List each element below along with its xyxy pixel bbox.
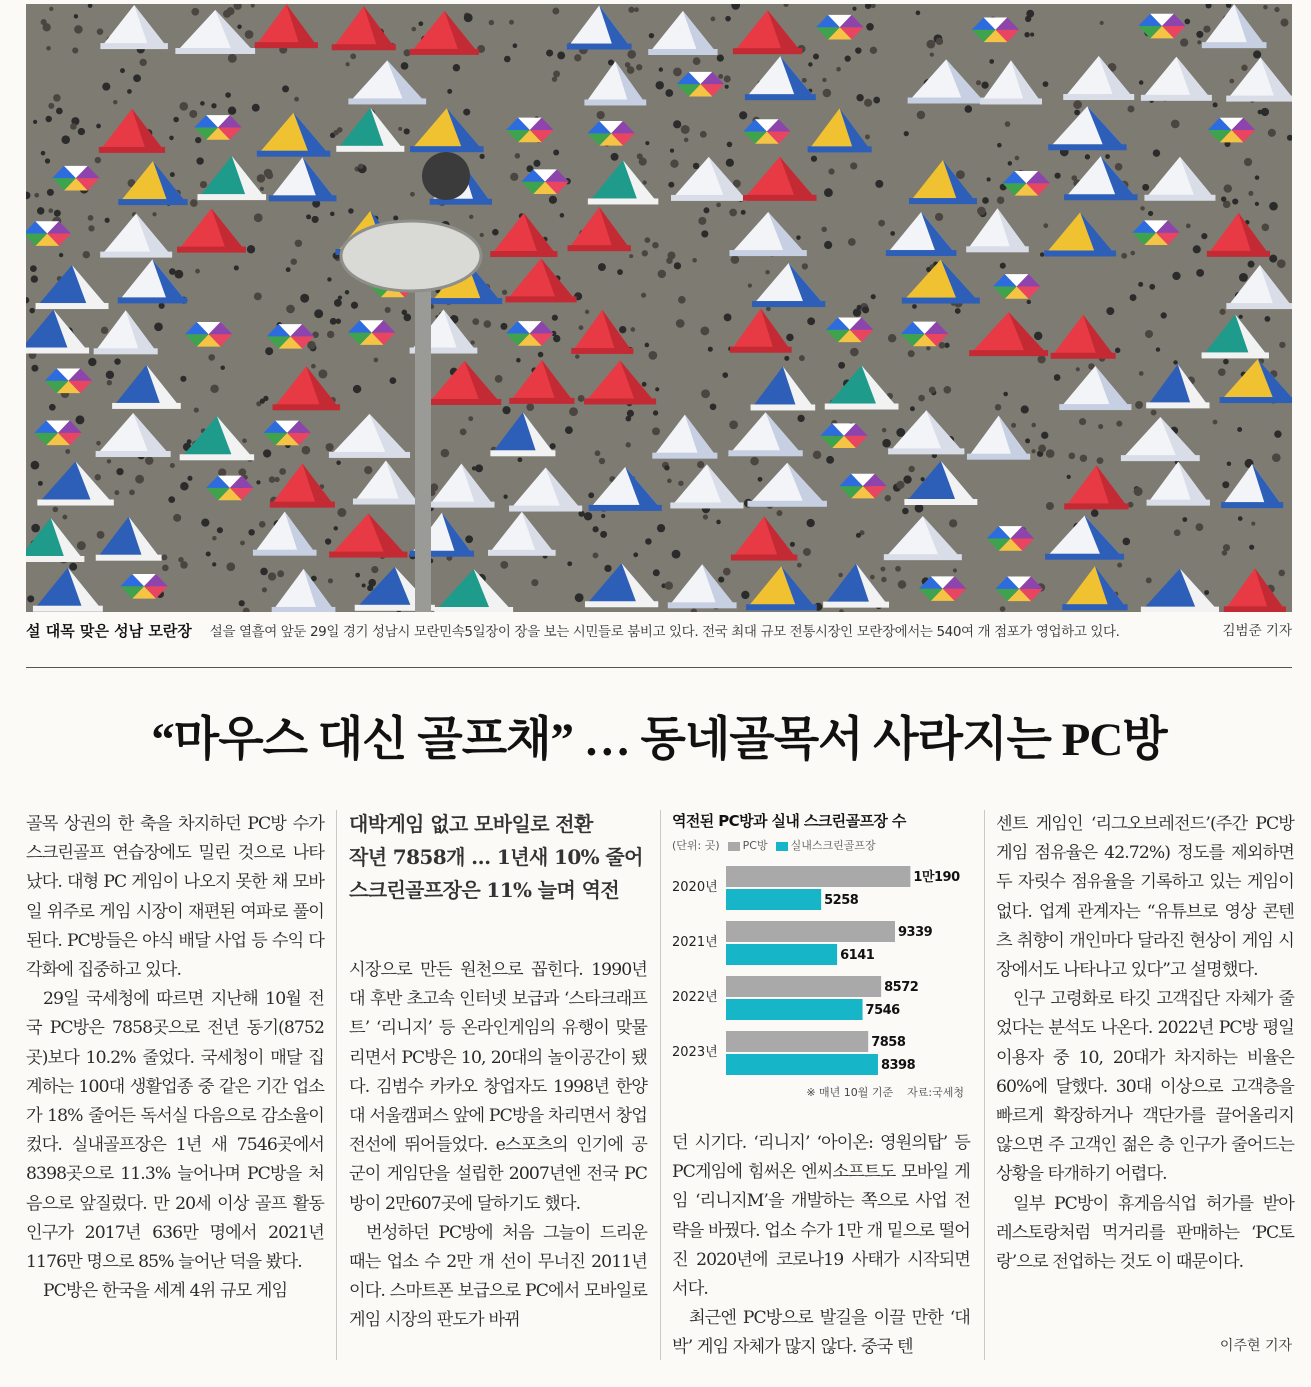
- chart-footnote: [672, 1084, 964, 1100]
- paragraph: 센트 게임인 ‘리그오브레전드’(주간 PC방 게임 점유율은 42.72%) 정도를 제외하면 두 자릿수 점유율을 기록하고 있는 게임이 없다. 업계 관계자는 “유튜브로 영상 콘텐츠 취향이 개인마다 달라진 현상이 게임 시장에서도 나타나고 있다”고 설명했다.: [996, 814, 1294, 981]
- chart-legend: [672, 837, 970, 853]
- legend-item-golf: [776, 837, 876, 853]
- paragraph: PC방은 한국을 세계 4위 규모 게임: [43, 1281, 288, 1302]
- data-label: 5258: [824, 893, 859, 908]
- headline: “마우스 대신 골프채” … 동네골목서 사라지는 PC방: [151, 714, 1167, 766]
- umbrella-dark: [422, 152, 470, 200]
- bar-golf: [726, 889, 821, 910]
- paragraph: 던 시기다. ‘리니지’ ‘아이온: 영원의탑’ 등 PC게임에 힘써온 엔씨소프트도 모바일 게임 ‘리니지M’을 개발하는 쪽으로 사업 전략을 바꿨다. 업소 수가 1만 개 밑으로 떨어진 2020년에 코로나19 사태가 시작되면서다.: [672, 1133, 970, 1300]
- caption-divider: [26, 667, 1292, 668]
- paragraph: 시장으로 만든 원천으로 꼽힌다. 1990년대 후반 초고속 인터넷 보급과 ‘스타크래프트’ ‘리니지’ 등 온라인게임의 유행이 맞물리면서 PC방은 10, 20대의 놀이공간이 됐다. 김범수 카카오 창업자도 1998년 한양대 서울캠퍼스 앞에 PC방을 차리면서 창업 전선에 뛰어들었다. e스포츠의 인기에 공군이 게임단을 설립한 2007년엔 전국 PC방이 2만607곳에 달하기도 했다.: [349, 960, 647, 1214]
- bar-golf: [726, 1054, 878, 1075]
- legend-label: 실내스크린골프장: [790, 839, 876, 852]
- subhead-line: 작년 7858개 … 1년새 10% 줄어: [349, 845, 643, 869]
- caption-credit: 김범준 기자: [1222, 623, 1292, 639]
- legend-label: PC방: [742, 839, 768, 852]
- data-label: 7546: [865, 1003, 900, 1018]
- data-label: 8572: [884, 980, 919, 995]
- article-column-1: [26, 810, 324, 1306]
- chart-plot: [672, 864, 970, 1084]
- column-divider: [336, 810, 337, 1360]
- bar-pcbang: [726, 866, 910, 887]
- subhead-line: 스크린골프장은 11% 늘며 역전: [349, 878, 620, 902]
- data-label: 9339: [897, 925, 933, 940]
- chart-title: 역전된 PC방과 실내 스크린골프장 수: [672, 812, 906, 830]
- bar-pcbang: [726, 921, 895, 942]
- article-column-4: [996, 810, 1294, 1277]
- caption-title: 설 대목 맞은 성남 모란장: [26, 622, 192, 640]
- paragraph: 인구 고령화로 타깃 고객집단 자체가 줄었다는 분석도 나온다. 2022년 PC방 평일 이용자 중 10, 20대가 차지하는 비율은 60%에 달했다. 30대 이상으로 고객층을 빠르게 확장하거나 객단가를 끌어올리지 않으면 주 고객인 젊은 층 인구가 줄어드는 상황을 타개하기 어렵다.: [996, 989, 1294, 1185]
- chart-unit: (단위: 곳): [672, 839, 720, 852]
- caption-text: 설을 열흘여 앞둔 29일 경기 성남시 모란민속5일장이 장을 보는 시민들로 붐비고 있다. 전국 최대 규모 전통시장인 모란장에서는 540여 개 점포가 영업하고 있다.: [209, 624, 1120, 640]
- market-photo-illustration: [26, 4, 1292, 612]
- market-photo: [26, 4, 1292, 612]
- data-label: 1만190: [913, 870, 960, 885]
- bar-golf: [726, 944, 837, 965]
- data-label: 8398: [880, 1058, 916, 1073]
- chart-source: 자료:국세청: [907, 1086, 964, 1099]
- lamp-head: [341, 221, 481, 291]
- column-divider: [660, 810, 661, 1360]
- paragraph: 번성하던 PC방에 처음 그늘이 드리운 때는 업소 수 2만 개 선이 무너진 2011년이다. 스마트폰 보급으로 PC에서 모바일로 게임 시장의 판도가 바뀌: [349, 1222, 647, 1331]
- lamp-post: [415, 274, 431, 612]
- bar-pcbang: [726, 976, 881, 997]
- legend-swatch: [776, 842, 788, 851]
- bar-golf: [726, 999, 863, 1020]
- byline: 이주현 기자: [1219, 1338, 1292, 1354]
- paragraph: 골목 상권의 한 축을 차지하던 PC방 수가 스크린골프 연습장에도 밀린 것으로 나타났다. 대형 PC 게임이 나오지 못한 채 모바일 위주로 게임 시장이 재편된 여파로 풀이된다. PC방들은 야식 배달 사업 등 수익 다각화에 집중하고 있다.: [26, 814, 324, 981]
- legend-swatch: [728, 842, 740, 851]
- subheadline: [349, 808, 647, 907]
- article-column-3: [672, 1129, 970, 1363]
- column-divider: [984, 810, 985, 1360]
- paragraph: 일부 PC방이 휴게음식업 허가를 받아 레스토랑처럼 먹거리를 판매하는 ‘PC토랑’으로 전업하는 것도 이 때문이다.: [996, 1193, 1294, 1273]
- paragraph: 29일 국세청에 따르면 지난해 10월 전국 PC방은 7858곳으로 전년 동기(8752곳)보다 10.2% 줄었다. 국세청이 매달 집계하는 100대 생활업종 중 같은 기간 업소가 18% 줄어든 독서실 다음으로 감소율이 컸다. 실내골프장은 1년 새 7546곳에서 8398곳으로 11.3% 늘어나며 PC방을 처음으로 앞질렀다. 만 20세 이상 골프 활동 인구가 2017년 636만 명에서 2021년 1176만 명으로 85% 늘어난 덕을 봤다.: [26, 989, 324, 1273]
- category-label: 2021년: [672, 935, 718, 950]
- data-label: 7858: [871, 1035, 906, 1050]
- bar-pcbang: [726, 1031, 868, 1052]
- article-column-2: [349, 956, 647, 1336]
- category-label: 2020년: [672, 880, 718, 895]
- paragraph: 최근엔 PC방으로 발길을 이끌 만한 ‘대박’ 게임 자체가 많지 않다. 중국 텐: [672, 1308, 970, 1358]
- photo-caption: [26, 618, 1292, 644]
- data-label: 6141: [840, 948, 875, 963]
- chart-note: ※ 매년 10월 기준: [806, 1086, 894, 1099]
- category-label: 2023년: [672, 1045, 718, 1060]
- legend-item-pcbang: [728, 837, 768, 853]
- bar-chart: [672, 810, 970, 1110]
- category-label: 2022년: [672, 990, 718, 1005]
- subhead-line: 대박게임 없고 모바일로 전환: [349, 812, 593, 836]
